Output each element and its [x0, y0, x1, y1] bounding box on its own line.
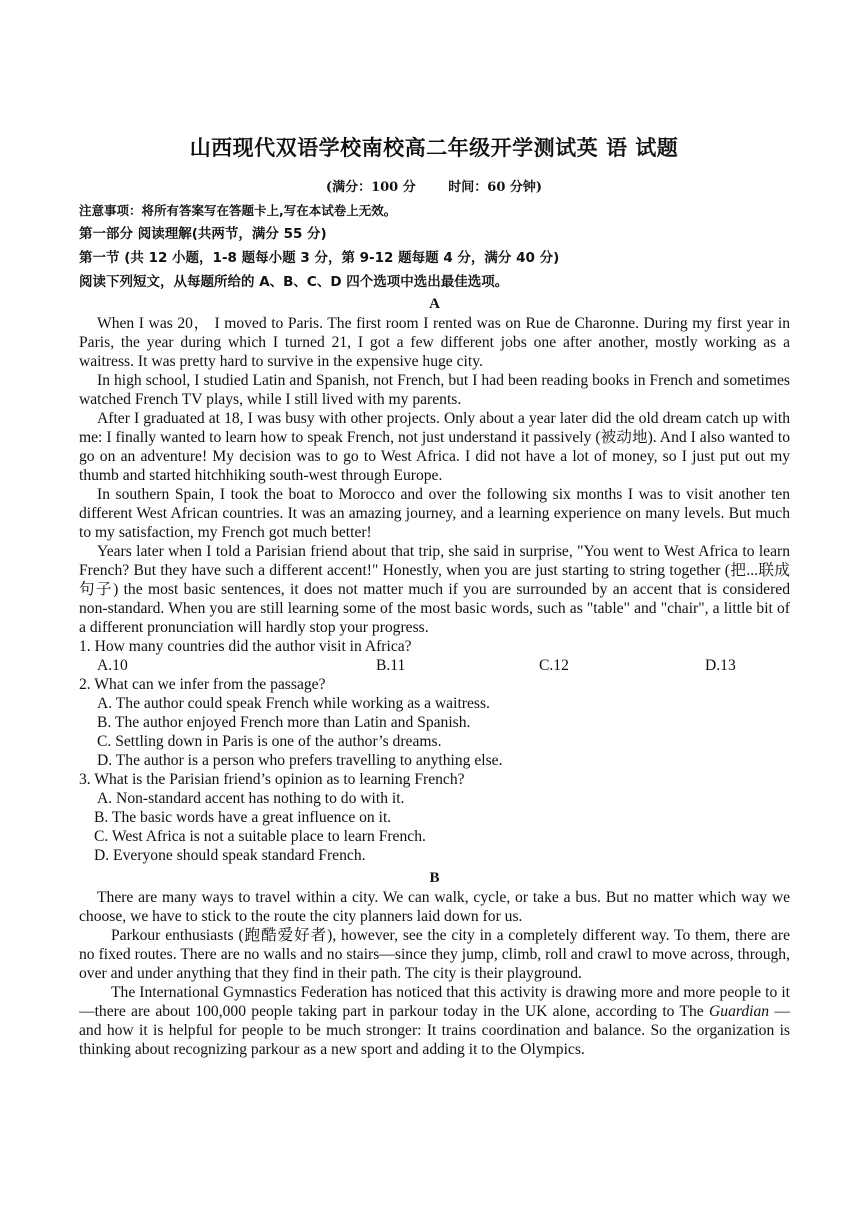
newspaper-name: Guardian [709, 1003, 770, 1020]
option-a: A.10 [97, 657, 128, 674]
question-1-stem: 1. How many countries did the author visit in Africa? [79, 638, 412, 655]
option-d: D. The author is a person who prefers travelling to anything else. [97, 752, 503, 769]
option-d: D.13 [705, 657, 736, 674]
passage-b-paragraph: There are many ways to travel within a city. We can walk, cycle, or take a bus. But no matter which way we choose, we have to stick to the route the city planners laid down for us. [79, 889, 790, 925]
exam-title: 山西现代双语学校南校高二年级开学测试英 语 试题 [189, 135, 679, 160]
passage-a-paragraph: In southern Spain, I took the boat to Morocco and over the following six months I was to visit another ten different West African countries. It was an amazing journey, and a learning experience on many levels. But much to my satisfaction, my French got much better! [79, 486, 790, 541]
option-b: B. The basic words have a great influence on it. [94, 809, 392, 826]
question-3-stem: 3. What is the Parisian friend’s opinion as to learning French? [79, 771, 465, 788]
option-b: B. The author enjoyed French more than Latin and Spanish. [97, 714, 471, 731]
passage-a-label: A [429, 296, 440, 312]
passage-a-paragraph: When I was 20， I moved to Paris. The first room I rented was on Rue de Charonne. During my first year in Paris, the year during which I turned 21, I got a few different jobs one after another, mostly working as a waitress. It was pretty hard to survive in the expensive huge city. [79, 315, 790, 370]
passage-a-paragraph: After I graduated at 18, I was busy with other projects. Only about a year later did the old dream catch up with me: I finally wanted to learn how to speak French, not just understand it passively (被动地). And I also wanted to go on an adventure! My decision was to go to West Africa. I did not have a lot of money, so I just put out my thumb and started hitchhiking south-west through Europe. [79, 410, 790, 484]
passage-b-paragraph [79, 983, 790, 1059]
option-c: C. Settling down in Paris is one of the author’s dreams. [97, 733, 442, 750]
exam-body [79, 200, 790, 1059]
option-a: A. The author could speak French while working as a waitress. [97, 695, 490, 712]
option-d: D. Everyone should speak standard French. [94, 847, 366, 864]
notice: 注意事项：将所有答案写在答题卡上,写在本试卷上无效。 [79, 203, 397, 218]
option-a: A. Non-standard accent has nothing to do with it. [97, 790, 405, 807]
passage-b-label: B [429, 870, 440, 886]
text-run: The International Gymnastics Federation has noticed that this activity is drawing more and more people to it—there are about 100,000 people taking part in parkour today in the UK alone, according to The [79, 984, 790, 1020]
exam-meta [0, 176, 868, 195]
text-run: — and how it is helpful for people to be much stronger: It trains coordination and balance. So the organization is thinking about recognizing parkour as a new sport and adding it to the Olympics. [79, 1003, 790, 1058]
full-score: (满分：100 分 [325, 180, 416, 195]
option-c: C. West Africa is not a suitable place to learn French. [94, 828, 426, 845]
section-heading: 第一节 (共 12 小题，1-8 题每小题 3 分，第 9-12 题每题 4 分，满分 40 分) [79, 250, 560, 266]
time-limit: 时间：60 分钟) [448, 180, 543, 195]
passage-a-paragraph: Years later when I told a Parisian friend about that trip, she said in surprise, "You went to West Africa to learn French? But they have such a different accent!" Honestly, when you are just starting to string together (把...联成句子) the most basic sentences, it does not matter much if you are surrounded by an accent that is considered non-standard. When you are still learning some of the most basic words, such as "table" and "chair", a little bit of a different pronunciation will hardly stop your progress. [79, 543, 790, 636]
question-1-options [79, 656, 790, 675]
instruction: 阅读下列短文，从每题所给的 A、B、C、D 四个选项中选出最佳选项。 [79, 274, 509, 290]
option-c: C.12 [539, 657, 569, 674]
passage-a-paragraph: In high school, I studied Latin and Spanish, not French, but I had been reading books in French and sometimes watched French TV plays, while I still lived with my parents. [79, 372, 790, 408]
question-2-stem: 2. What can we infer from the passage? [79, 676, 326, 693]
passage-b-paragraph: Parkour enthusiasts (跑酷爱好者), however, see the city in a completely different way. To them, there are no fixed routes. There are no walls and no stairs—since they jump, climb, roll and crawl to move across, through, over and under anything that they find in their path. The city is their playground. [79, 927, 790, 982]
part-heading: 第一部分 阅读理解(共两节，满分 55 分) [79, 226, 327, 242]
option-b: B.11 [376, 657, 406, 674]
